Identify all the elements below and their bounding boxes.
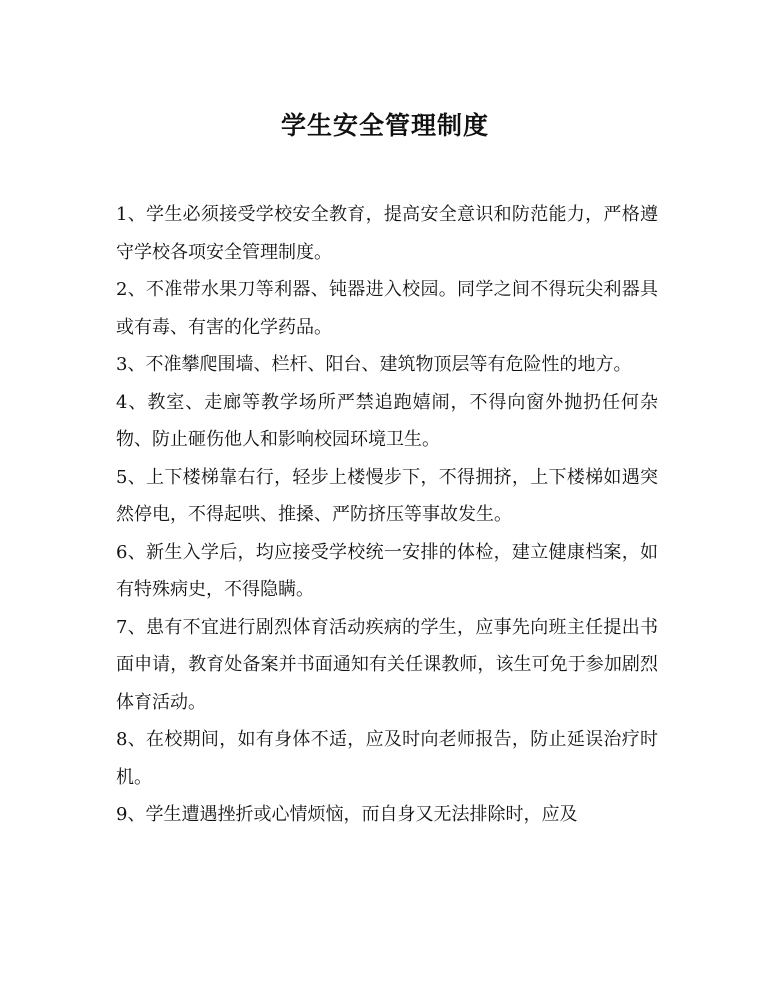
rule-paragraph-6: 6、新生入学后，均应接受学校统一安排的体检，建立健康档案，如有特殊病史，不得隐瞒。	[116, 541, 658, 600]
document-body	[116, 196, 658, 834]
rule-paragraph-4: 4、教室、走廊等教学场所严禁追跑嬉闹，不得向窗外抛扔任何杂物、防止砸伤他人和影响校园环境卫生。	[116, 391, 658, 450]
rule-paragraph-8: 8、在校期间，如有身体不适，应及时向老师报告，防止延误治疗时机。	[116, 729, 658, 788]
rule-paragraph-3: 3、不准攀爬围墙、栏杆、阳台、建筑物顶层等有危险性的地方。	[116, 354, 632, 375]
rule-paragraph-7: 7、患有不宜进行剧烈体育活动疾病的学生，应事先向班主任提出书面申请，教育处备案并书面通知有关任课教师，该生可免于参加剧烈体育活动。	[116, 616, 658, 713]
rule-paragraph-9: 9、学生遭遇挫折或心情烦恼，而自身又无法排除时，应及	[116, 804, 578, 825]
rule-paragraph-5: 5、上下楼梯靠右行，轻步上楼慢步下，不得拥挤，上下楼梯如遇突然停电，不得起哄、推搡、严防挤压等事故发生。	[116, 466, 658, 525]
rule-paragraph-1: 1、学生必须接受学校安全教育，提高安全意识和防范能力，严格遵守学校各项安全管理制度。	[116, 204, 658, 263]
document-title: 学生安全管理制度	[280, 111, 489, 140]
rule-paragraph-2: 2、不准带水果刀等利器、钝器进入校园。同学之间不得玩尖利器具或有毒、有害的化学药品。	[116, 279, 658, 338]
